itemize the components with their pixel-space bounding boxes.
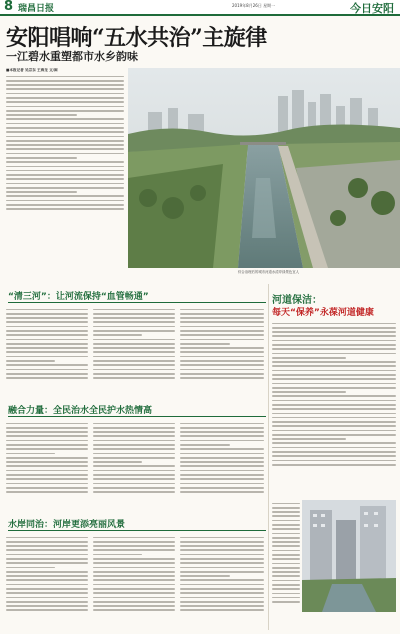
page-number: 8 <box>4 0 14 14</box>
section2-col3 <box>180 420 264 512</box>
section3-col2 <box>93 534 175 630</box>
section-rule-2 <box>8 416 266 417</box>
date-line: 2019年8月26日 星期一 <box>232 3 276 8</box>
article-headline: 安阳唱响“五水共治”主旋律 <box>6 25 267 51</box>
section1-col1 <box>6 306 88 398</box>
article-byline: ■本报记者 吴宗东 王海龙 文/图 <box>6 68 58 72</box>
section2-col1 <box>6 420 88 512</box>
photo-caption: 综合治理后的城市河道水清岸绿景色宜人 <box>238 270 300 274</box>
masthead <box>0 0 400 16</box>
edition-name: 今日安阳 <box>350 2 394 15</box>
section-rule-1 <box>8 302 266 303</box>
sidebar-divider <box>268 284 269 630</box>
section3-col1 <box>6 534 88 630</box>
section-title-1: “清三河”：让河流保持“血管畅通” <box>8 292 149 302</box>
river-photo-image <box>128 68 400 268</box>
sidebar-title: 河道保洁： <box>272 295 322 306</box>
section1-col2 <box>93 306 175 398</box>
sidebar-photo-image <box>302 500 396 612</box>
sidebar-text <box>272 320 396 498</box>
river-photo <box>128 68 400 268</box>
sidebar-text-bottom <box>272 500 300 630</box>
sidebar-subtitle: 每天“保养”永葆河道健康 <box>272 308 374 318</box>
section-rule-3 <box>8 530 266 531</box>
section-title-2: 融合力量：全民治水全民护水热情高 <box>8 406 153 416</box>
article-subheadline: 一江碧水重塑都市水乡韵味 <box>6 50 138 63</box>
sidebar-photo <box>302 500 396 612</box>
section2-col2 <box>93 420 175 512</box>
section1-col3 <box>180 306 264 398</box>
section3-col3 <box>180 534 264 630</box>
paper-name: 瑞昌日报 <box>18 4 55 14</box>
intro-text-block <box>6 76 124 210</box>
section-title-3: 水岸同治：河岸更添亮丽风景 <box>8 520 126 530</box>
intro-column <box>6 68 124 274</box>
